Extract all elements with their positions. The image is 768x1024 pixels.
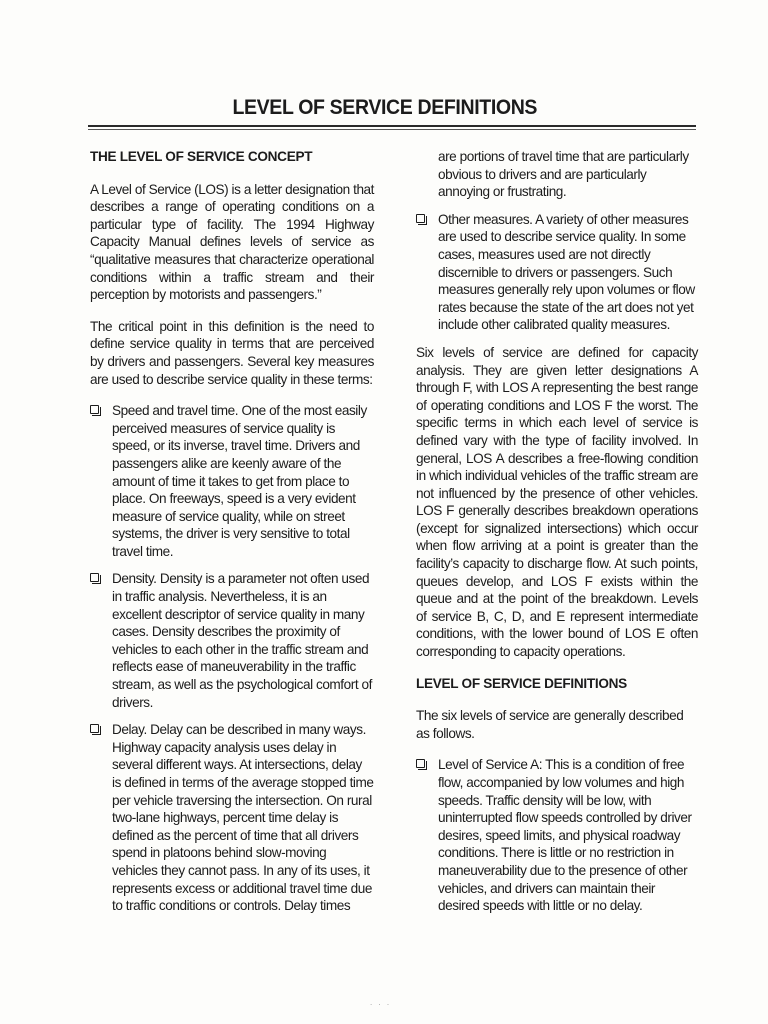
list-item-density	[90, 570, 374, 711]
list-item-text: Other measures. A variety of other measures are used to describe service quality. In some cases, measures used are not directly discernible to drivers or passengers. Such measures generally rely upon volumes or flow rates because the state of the art does not yet include other calibrated quality measures.	[438, 211, 695, 333]
list-item-other-measures	[416, 211, 698, 334]
checkbox-bullet-icon	[90, 724, 99, 733]
measures-list	[90, 402, 374, 915]
paragraph-six-levels: Six levels of service are defined for capacity analysis. They are given letter designations A through F, with LOS A representing the best range of operating conditions and LOS F the worst. The specific terms in which each level of service is defined vary with the type of facility involved. In general, LOS A describes a free-flowing condition in which individual vehicles of the traffic stream are not influenced by the presence of other vehicles. LOS F generally describes breakdown operations (except for signalized intersections) which occur when flow arriving at a point is greater than the facility’s capacity to discharge flow. At such points, queues develop, and LOS F exists within the queue and at the point of the breakdown. Levels of service B, C, D, and E represent intermediate conditions, with the lower bound of LOS E often corresponding to capacity operations.	[416, 344, 698, 660]
list-item-delay-continued: are portions of travel time that are particularly obvious to drivers and are particularly annoying or frustrating.	[438, 149, 689, 200]
list-item-text: Speed and travel time. One of the most easily perceived measures of service quality is speed, or its inverse, travel time. Drivers and passengers alike are keenly aware of the amount of time it takes to get from place to place. On freeways, speed is a very evident measure of service quality, while on street systems, the driver is very sensitive to total travel time.	[112, 403, 367, 559]
section-heading-concept: THE LEVEL OF SERVICE CONCEPT	[90, 149, 313, 164]
list-item-text: Delay. Delay can be described in many ways. Highway capacity analysis uses delay in several different ways. At intersections, delay is defined in terms of the average stopped time per vehicle traversing the intersection. On rural two-lane highways, percent time delay is defined as the percent of time that all drivers spend in platoons behind slow-moving vehicles they cannot pass. In any of its uses, it represents excess or additional travel time due to traffic conditions or controls. Delay times	[112, 722, 374, 914]
right-column	[416, 148, 698, 925]
list-item-text: Level of Service A: This is a condition of free flow, accompanied by low volumes and high speeds. Traffic density will be low, with uninterrupted flow speeds controlled by driver desires, speed limits, and physical roadway conditions. There is little or no restriction in maneuverability due to the presence of other vehicles, and drivers can maintain their desired speeds with little or no delay.	[438, 757, 692, 914]
paragraph-generally-described: The six levels of service are generally described as follows.	[416, 708, 684, 741]
left-column	[90, 148, 374, 925]
list-item-los-a	[416, 756, 698, 914]
los-definitions-list	[416, 756, 698, 914]
checkbox-bullet-icon	[90, 405, 99, 414]
checkbox-bullet-icon	[416, 759, 425, 768]
footer-mark: . . .	[370, 998, 392, 1007]
checkbox-bullet-icon	[90, 573, 99, 582]
section-heading-definitions: LEVEL OF SERVICE DEFINITIONS	[416, 675, 627, 691]
page-title: LEVEL OF SERVICE DEFINITIONS	[232, 96, 538, 119]
list-item-speed	[90, 402, 374, 560]
list-item-delay	[90, 721, 374, 915]
measures-list-continued	[416, 211, 698, 334]
checkbox-bullet-icon	[416, 214, 425, 223]
paragraph-los-intro: A Level of Service (LOS) is a letter designation that describes a range of operating conditions on a particular type of facility. The 1994 Highway Capacity Manual defines levels of service as “qualitative measures that characterize operational conditions within a traffic stream and their perception by motorists and passengers.”	[90, 181, 374, 303]
title-rule-thin	[88, 129, 696, 130]
paragraph-critical-point: The critical point in this definition is the need to define service quality in terms that are perceived by drivers and passengers. Several key measures are used to describe service quality in these terms:	[90, 318, 374, 387]
title-rule-thick	[88, 125, 696, 127]
list-item-text: Density. Density is a parameter not often used in traffic analysis. Nevertheless, it is an excellent descriptor of service quality in many cases. Density describes the proximity of vehicles to each other in the traffic stream and reflects ease of maneuverability in the traffic stream, as well as the psychological comfort of drivers.	[112, 571, 372, 710]
